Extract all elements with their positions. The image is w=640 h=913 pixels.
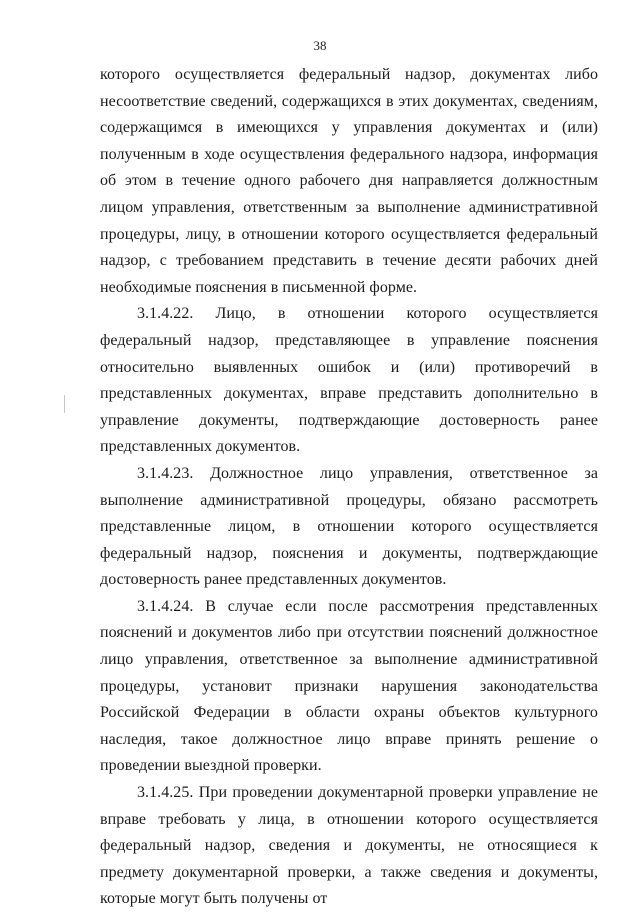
page-number: 38 [313,38,327,53]
paragraph-continuation: которого осуществляется федеральный надзор, документах либо несоответствие сведений, содержащихся в этих документах, сведениям, содержащимся в имеющихся у управления документах и (или) полученным в ходе осуществления федерального надзора, информация об этом в течение одного рабочего дня направляется должностным лицом управления, ответственным за выполнение административной процедуры, лицу, в отношении которого осуществляется федеральный надзор, с требованием представить в течение десяти рабочих дней необходимые пояснения в письменной форме. [100,66,598,296]
margin-mark [64,395,65,413]
paragraph-3-1-4-24: 3.1.4.24. В случае если после рассмотрения представленных пояснений и документов либо при отсутствии пояснений должностное лицо управления, ответственное за выполнение административной процедуры, установит признаки нарушения законодательства Российской Федерации в области охраны объектов культурного наследия, такое должностное лицо вправе принять решение о проведении выездной проверки. [100,597,598,775]
paragraph-3-1-4-22: 3.1.4.22. Лицо, в отношении которого осуществляется федеральный надзор, представляющее в управление пояснения относительно выявленных ошибок и (или) противоречий в представленных документах, вправе представить дополнительно в управление документы, подтверждающие достоверность ранее представленных документов. [100,305,598,456]
paragraph-3-1-4-25: 3.1.4.25. При проведении документарной проверки управление не вправе требовать у лица, в отношении которого осуществляется федеральный надзор, сведения и документы, не относящиеся к предмету документарной проверки, а также сведения и документы, которые могут быть получены от [100,784,598,908]
document-body [100,62,598,913]
paragraph-3-1-4-23: 3.1.4.23. Должностное лицо управления, ответственное за выполнение административной процедуры, обязано рассмотреть представленные лицом, в отношении которого осуществляется федеральный надзор, пояснения и документы, подтверждающие достоверность ранее представленных документов. [100,464,598,589]
